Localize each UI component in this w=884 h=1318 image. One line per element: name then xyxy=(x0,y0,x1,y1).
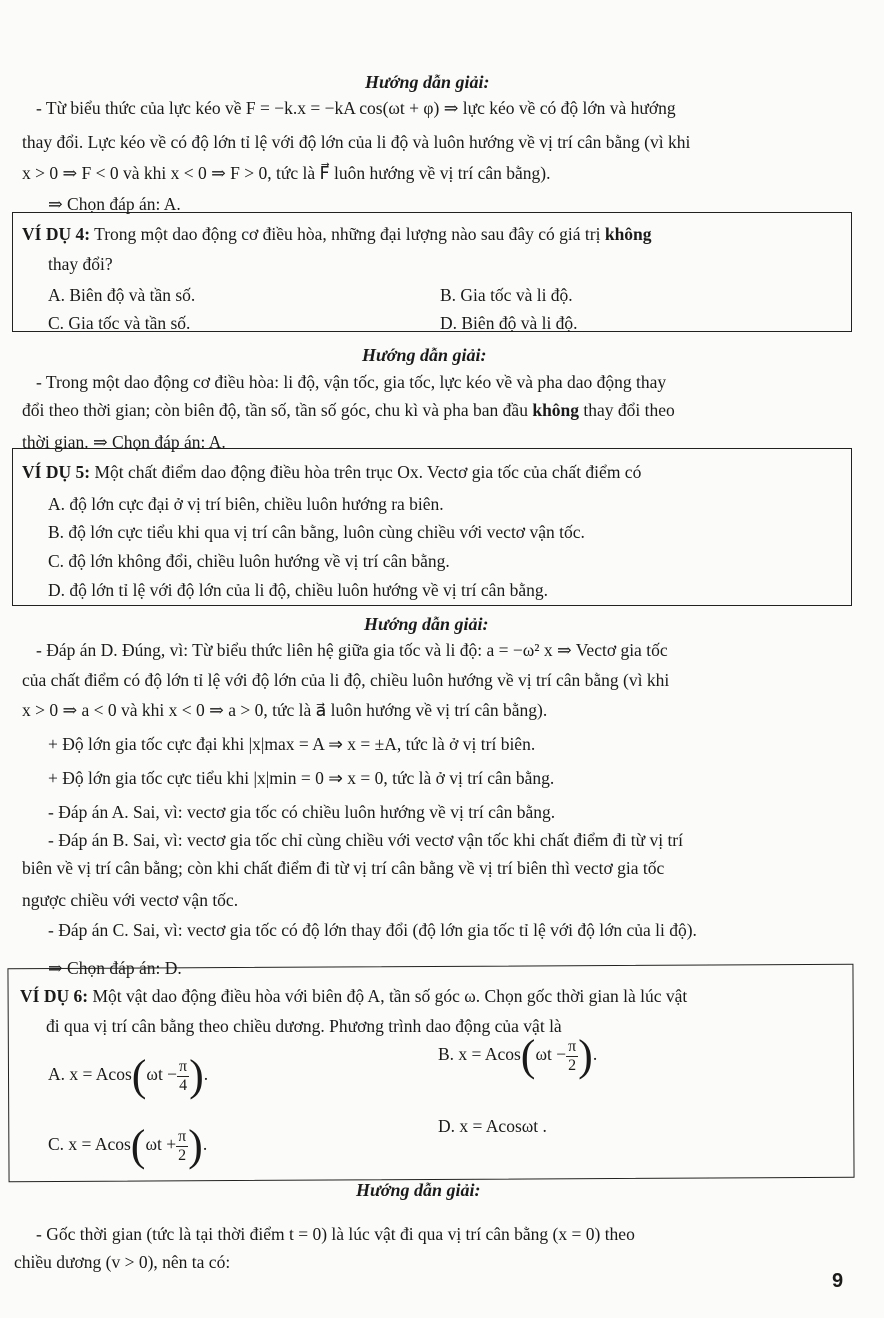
text: A. x = Acos xyxy=(48,1064,132,1085)
option-a: A. Biên độ và tần số. xyxy=(48,285,196,305)
numerator: π xyxy=(179,1057,188,1075)
text: ⇒ Vectơ gia tốc xyxy=(552,640,668,660)
numerator: π xyxy=(178,1127,187,1145)
option-b: B. độ lớn cực tiểu khi qua vị trí cân bằng, luôn cùng chiều với vectơ vận tốc. xyxy=(48,522,585,542)
example-question xyxy=(22,224,652,245)
text: , tức là ở vị trí cân bằng. xyxy=(383,768,555,788)
equation: a = −ω² x xyxy=(486,640,553,660)
paren: ( xyxy=(520,1031,536,1080)
solution-text xyxy=(36,98,676,119)
paren: ) xyxy=(188,1121,203,1170)
text: ωt + xyxy=(145,1134,177,1155)
example-question: thay đổi? xyxy=(48,254,113,274)
example-question xyxy=(20,986,687,1007)
option-b: B. x = Acos(ωt − $\frac{\pi}{2}$ ). xyxy=(438,1031,598,1080)
solution-text: ngược chiều với vectơ vận tốc. xyxy=(22,890,239,910)
solution-text: - Trong một dao động cơ điều hòa: li độ, vận tốc, gia tốc, lực kéo về và pha dao động thay xyxy=(36,372,667,392)
solution-heading: Hướng dẫn giải: xyxy=(365,72,490,92)
denominator: 2 xyxy=(568,1056,577,1074)
text: , tức là ở vị trí biên. xyxy=(396,734,536,754)
option-a: A. x = Acos(ωt − $\frac{\pi}{4}$ ). xyxy=(48,1051,209,1100)
fraction xyxy=(566,1038,578,1075)
solution-text: - Đáp án B. Sai, vì: vectơ gia tốc chỉ cùng chiều với vectơ vận tốc khi chất điểm đi từ vị trí xyxy=(48,830,683,850)
solution-text xyxy=(22,400,675,421)
equation: |x|max = A ⇒ x = ±A xyxy=(248,734,397,754)
solution-text: biên về vị trí cân bằng; còn khi chất điểm đi từ vị trí cân bằng về vị trí biên thì vectơ gia tốc xyxy=(22,858,665,878)
option-d: D. Biên độ và li độ. xyxy=(440,313,578,333)
example-question xyxy=(22,462,641,483)
paren: ) xyxy=(578,1031,593,1080)
paren: ) xyxy=(189,1051,204,1100)
solution-text xyxy=(48,734,535,755)
option-c: C. x = Acos(ωt + $\frac{\pi}{2}$ ). xyxy=(48,1121,208,1170)
solution-heading: Hướng dẫn giải: xyxy=(356,1180,481,1200)
text: ⇒ lực kéo về có độ lớn và hướng xyxy=(439,98,676,118)
denominator: 2 xyxy=(178,1146,187,1164)
text: B. x = Acos xyxy=(438,1044,521,1065)
solution-text: thay đổi. Lực kéo về có độ lớn tỉ lệ với độ lớn của li độ và luôn hướng về vị trí cân bằng (vì khi xyxy=(22,132,691,152)
solution-text: x > 0 ⇒ a < 0 và khi x < 0 ⇒ a > 0, tức là a⃗ luôn hướng về vị trí cân bằng). xyxy=(22,700,548,720)
option-b: B. Gia tốc và li độ. xyxy=(440,285,573,305)
numerator: π xyxy=(568,1037,577,1055)
page-number: 9 xyxy=(832,1270,844,1292)
text: + Độ lớn gia tốc cực tiểu khi xyxy=(48,768,254,788)
answer-text: ⇒ Chọn đáp án: A. xyxy=(48,194,181,214)
fraction xyxy=(176,1128,188,1165)
denominator: 4 xyxy=(179,1076,188,1094)
option-c: C. Gia tốc và tần số. xyxy=(48,313,191,333)
answer-text: ⇒ Chọn đáp án: D. xyxy=(48,958,182,978)
text: - Đáp án D. Đúng, vì: Từ biểu thức liên hệ giữa gia tốc và li độ: xyxy=(36,640,487,660)
solution-text: x > 0 ⇒ F < 0 và khi x < 0 ⇒ F > 0, tức là F⃗ luôn hướng về vị trí cân bằng). xyxy=(22,163,551,183)
solution-text xyxy=(48,768,554,789)
solution-text: - Gốc thời gian (tức là tại thời điểm t = 0) là lúc vật đi qua vị trí cân bằng (x = 0) theo xyxy=(36,1224,635,1244)
solution-text: chiều dương (v > 0), nên ta có: xyxy=(14,1252,231,1272)
text: ωt − xyxy=(535,1044,567,1065)
text: - Từ biểu thức của lực kéo về xyxy=(36,98,246,118)
option-d: D. độ lớn tỉ lệ với độ lớn của li độ, chiều luôn hướng về vị trí cân bằng. xyxy=(48,580,548,600)
example-label: VÍ DỤ 6: xyxy=(20,986,89,1006)
option-c: C. độ lớn không đổi, chiều luôn hướng về vị trí cân bằng. xyxy=(48,551,450,571)
fraction xyxy=(177,1058,189,1095)
text: Một chất điểm dao động điều hòa trên trục Ox. Vectơ gia tốc của chất điểm có xyxy=(90,462,642,482)
equation: F = −k.x = −kA cos(ωt + φ) xyxy=(245,98,440,118)
paren: ( xyxy=(130,1121,146,1170)
example-label: VÍ DỤ 5: xyxy=(22,462,91,482)
text: không xyxy=(532,400,580,420)
example-question: đi qua vị trí cân bằng theo chiều dương. Phương trình dao động của vật là xyxy=(46,1016,562,1036)
text: Một vật dao động điều hòa với biên độ A, tần số góc ω. Chọn gốc thời gian là lúc vật xyxy=(88,986,688,1006)
solution-text: của chất điểm có độ lớn tỉ lệ với độ lớn của li độ, chiều luôn hướng về vị trí cân bằng (vì khi xyxy=(22,670,670,690)
text: không xyxy=(604,224,652,244)
solution-text: - Đáp án C. Sai, vì: vectơ gia tốc có độ lớn thay đổi (độ lớn gia tốc tỉ lệ với độ lớn của li độ). xyxy=(48,920,697,940)
paren: ( xyxy=(131,1051,147,1100)
text: C. x = Acos xyxy=(48,1134,131,1155)
solution-text: - Đáp án A. Sai, vì: vectơ gia tốc có chiều luôn hướng về vị trí cân bằng. xyxy=(48,802,556,822)
solution-heading: Hướng dẫn giải: xyxy=(362,345,487,365)
text: + Độ lớn gia tốc cực đại khi xyxy=(48,734,249,754)
solution-heading: Hướng dẫn giải: xyxy=(364,614,489,634)
solution-text xyxy=(36,640,668,661)
equation: |x|min = 0 ⇒ x = 0 xyxy=(253,768,384,788)
text: thay đổi theo xyxy=(579,400,675,420)
text: Trong một dao động cơ điều hòa, những đại lượng nào sau đây có giá trị xyxy=(90,224,605,244)
example-label: VÍ DỤ 4: xyxy=(22,224,91,244)
text: ωt − xyxy=(146,1064,178,1085)
text: đổi theo thời gian; còn biên độ, tần số, tần số góc, chu kì và pha ban đầu xyxy=(22,400,533,420)
solution-text: thời gian. ⇒ Chọn đáp án: A. xyxy=(22,432,226,452)
option-a: A. độ lớn cực đại ở vị trí biên, chiều luôn hướng ra biên. xyxy=(48,494,444,514)
option-d: D. x = Acosωt . xyxy=(438,1116,547,1136)
